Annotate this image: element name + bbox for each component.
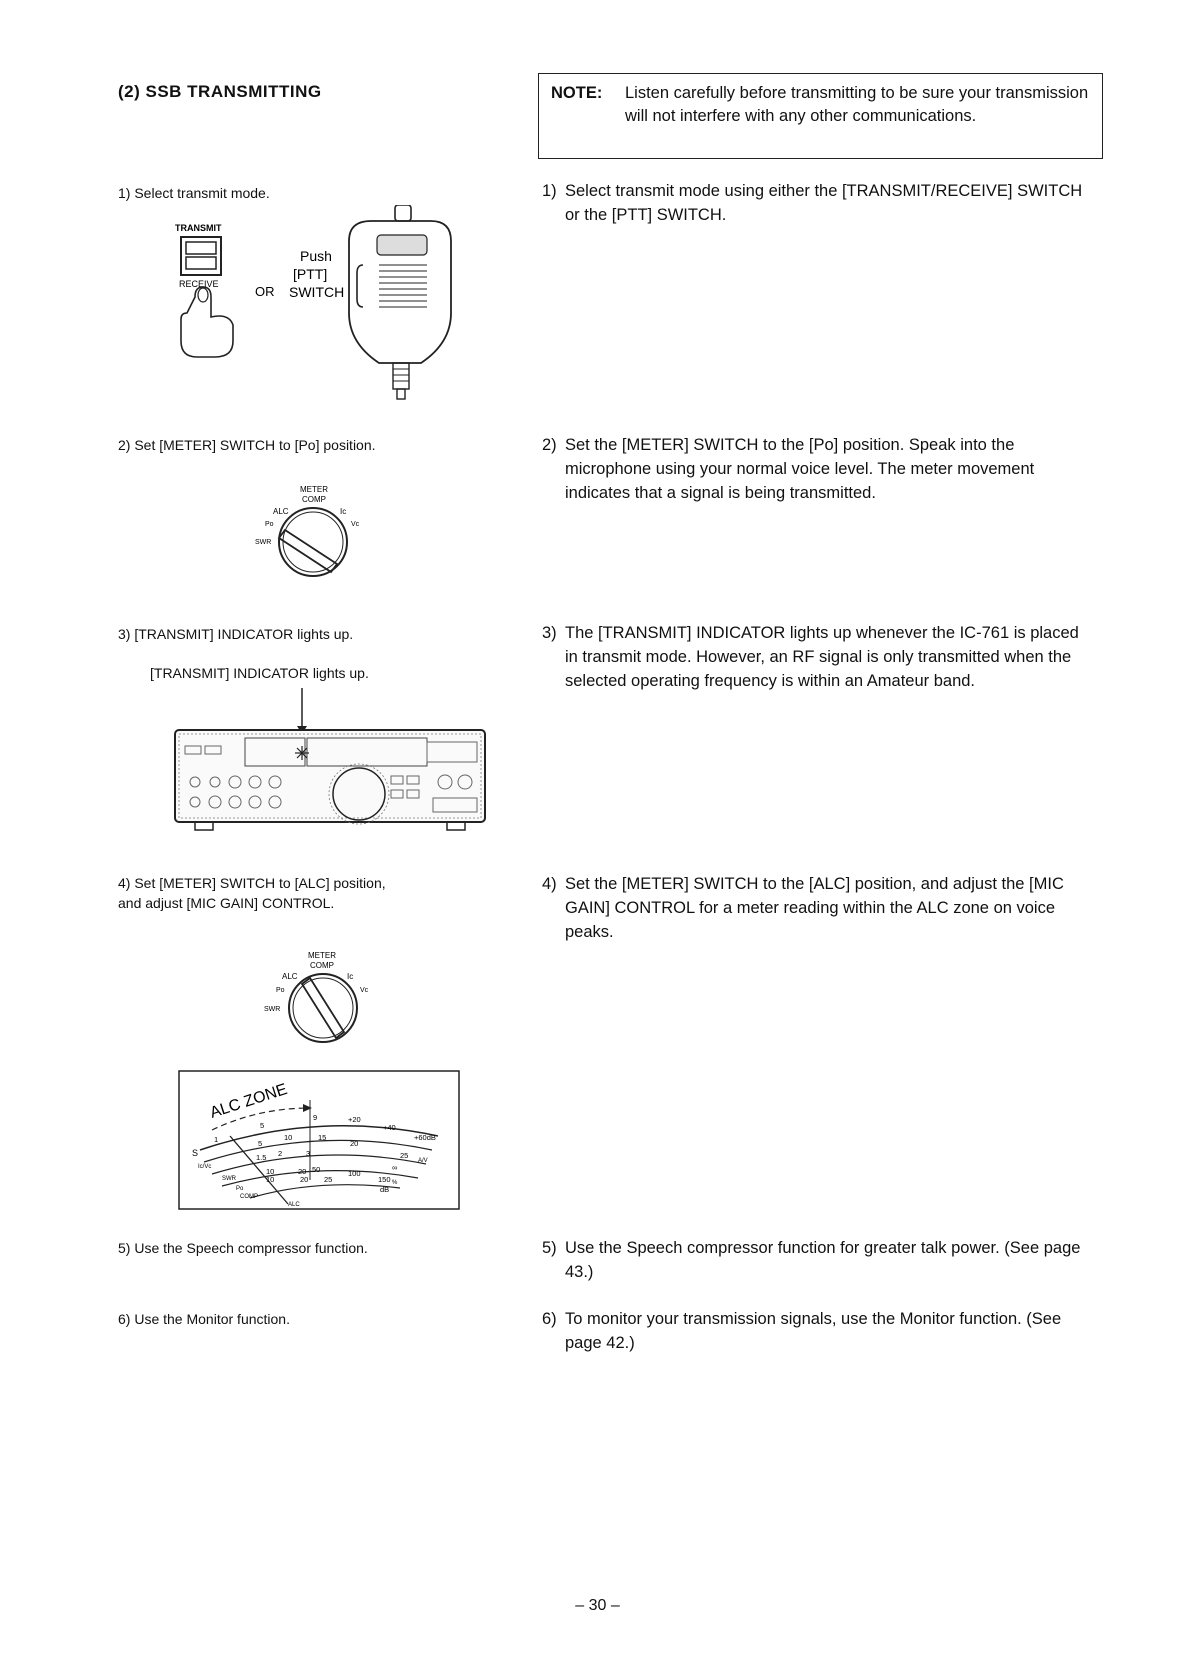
fig4-alc: ALC — [282, 972, 298, 981]
scale-top-tick-40: +40 — [383, 1123, 396, 1132]
right-step-1-text: Select transmit mode using either the [TRANSMIT/RECEIVE] SWITCH or the [PTT] SWITCH. — [565, 182, 1083, 224]
page-number: – 30 – — [575, 1597, 620, 1614]
right-step-4-num: 4) — [542, 875, 557, 893]
fig1-switch: SWITCH — [289, 284, 345, 300]
scale-top-tick-60db: +60dB — [414, 1133, 436, 1142]
fig-front-panel — [165, 688, 495, 836]
scale-row2-b: 10 — [284, 1133, 293, 1142]
fig2-vc: Vc — [351, 521, 360, 528]
right-step-5-text: Use the Speech compressor function for greater talk power. (See page 43.) — [565, 1239, 1081, 1281]
scale-row3-d: ∞ — [392, 1163, 398, 1172]
fig1-transmit-label: TRANSMIT — [175, 223, 222, 233]
scale-s: S — [192, 1148, 199, 1158]
transmit-indicator-icon — [295, 746, 309, 760]
scale-label-po: Po — [236, 1186, 244, 1192]
fig4-ic: Ic — [347, 972, 354, 981]
right-step-3-text: The [TRANSMIT] INDICATOR lights up whenever the IC-761 is placed in transmit mode. However, an RF signal is only transmitted when the selected operating frequency is within an Amateur band. — [565, 624, 1079, 690]
fig4-vc: Vc — [360, 987, 369, 994]
left-step-2: 2) Set [METER] SWITCH to [Po] position. — [118, 437, 376, 453]
right-step-2 — [542, 433, 1092, 505]
alc-zone-label: ALC ZONE — [207, 1080, 290, 1122]
note-label: NOTE: — [551, 84, 603, 102]
scale-row2-a: 5 — [258, 1139, 263, 1148]
right-step-4-text: Set the [METER] SWITCH to the [ALC] position, and adjust the [MIC GAIN] CONTROL for a meter reading within the ALC zone on voice peaks. — [565, 875, 1064, 941]
right-step-5-num: 5) — [542, 1239, 557, 1257]
right-step-3-num: 3) — [542, 624, 557, 642]
scale-row4-a: 10 — [266, 1167, 275, 1176]
scale-row3-b: 2 — [278, 1149, 283, 1158]
scale-top-tick-20: +20 — [348, 1115, 361, 1124]
fig-transmit-mode — [165, 205, 495, 410]
scale-row5-a: 10 — [266, 1175, 275, 1184]
section-title: (2) SSB TRANSMITTING — [118, 82, 322, 101]
right-step-2-text: Set the [METER] SWITCH to the [Po] position. Speak into the microphone using your normal voice level. The meter movement indicates that a signal is being transmitted. — [565, 436, 1035, 502]
fig1-push: Push — [300, 248, 332, 264]
scale-label-percent: % — [392, 1180, 398, 1186]
right-step-6-num: 6) — [542, 1310, 557, 1328]
fig2-swr: SWR — [255, 539, 272, 546]
fig2-alc: ALC — [273, 507, 289, 516]
scale-row5-b: 20 — [300, 1175, 309, 1184]
meter-knob-alc-icon — [289, 974, 357, 1042]
fig4-po: Po — [276, 987, 285, 994]
scale-label-av: A/V — [418, 1158, 428, 1164]
scale-row3-c: 3 — [306, 1149, 311, 1158]
scale-row2-d: 20 — [350, 1139, 359, 1148]
left-step-5: 5) Use the Speech compressor function. — [118, 1240, 368, 1256]
transceiver-icon — [175, 730, 485, 822]
note-box — [538, 73, 1103, 159]
left-step-4: 4) Set [METER] SWITCH to [ALC] position, and adjust [MIC GAIN] CONTROL. — [118, 875, 386, 911]
fig-meter-switch-po — [245, 482, 395, 587]
scale-top-tick-1: 1 — [214, 1135, 219, 1144]
scale-row4-b: 20 — [298, 1167, 307, 1176]
right-step-4 — [542, 872, 1092, 944]
scale-row4-c: 50 — [312, 1165, 321, 1174]
fig3-caption: [TRANSMIT] INDICATOR lights up. — [150, 665, 369, 681]
fig4-swr: SWR — [264, 1006, 281, 1013]
left-step-3: 3) [TRANSMIT] INDICATOR lights up. — [118, 626, 354, 642]
left-step-1: 1) Select transmit mode. — [118, 185, 270, 201]
microphone-icon — [349, 205, 451, 399]
scale-row3-a: 1.5 — [256, 1153, 267, 1162]
scale-row4-e: 150 — [378, 1175, 391, 1184]
right-step-3 — [542, 621, 1092, 693]
right-step-1 — [542, 179, 1092, 227]
right-step-6 — [542, 1307, 1092, 1355]
scale-row5-c: 25 — [324, 1175, 333, 1184]
scale-row2-c: 15 — [318, 1133, 327, 1142]
scale-row4-d: 100 — [348, 1169, 361, 1178]
scale-label-comp: COMP — [240, 1194, 258, 1200]
fig2-ic: Ic — [340, 507, 347, 516]
fig2-po: Po — [265, 521, 274, 528]
finger-icon — [181, 287, 233, 357]
right-step-5 — [542, 1236, 1092, 1284]
scale-top-tick-9: 9 — [313, 1113, 318, 1122]
right-step-1-num: 1) — [542, 182, 557, 200]
fig2-meter: METER — [300, 485, 328, 494]
scale-top-tick-5: 5 — [260, 1121, 265, 1130]
left-step-6: 6) Use the Monitor function. — [118, 1311, 290, 1327]
scale-label-icvc: Ic/Vc — [198, 1164, 212, 1170]
fig4-meter: METER — [308, 951, 336, 960]
right-step-2-num: 2) — [542, 436, 557, 454]
fig1-receive-label: RECEIVE — [179, 279, 219, 289]
note-text: Listen carefully before transmitting to be sure your transmission will not interfere with any other communications. — [625, 84, 1089, 125]
scale-row5-d: dB — [380, 1185, 390, 1194]
fig-meter-switch-alc — [250, 948, 400, 1053]
fig1-or: OR — [255, 284, 275, 299]
fig4-comp: COMP — [310, 961, 334, 970]
scale-row2-e: 25 — [400, 1151, 409, 1160]
scale-label-swr: SWR — [222, 1176, 236, 1182]
meter-knob-icon — [279, 508, 347, 576]
fig-meter-scale — [178, 1070, 460, 1210]
right-step-6-text: To monitor your transmission signals, use the Monitor function. (See page 42.) — [565, 1310, 1062, 1352]
fig1-ptt: [PTT] — [293, 266, 328, 282]
scale-label-alc: ALC — [288, 1202, 300, 1208]
fig2-comp: COMP — [302, 495, 326, 504]
